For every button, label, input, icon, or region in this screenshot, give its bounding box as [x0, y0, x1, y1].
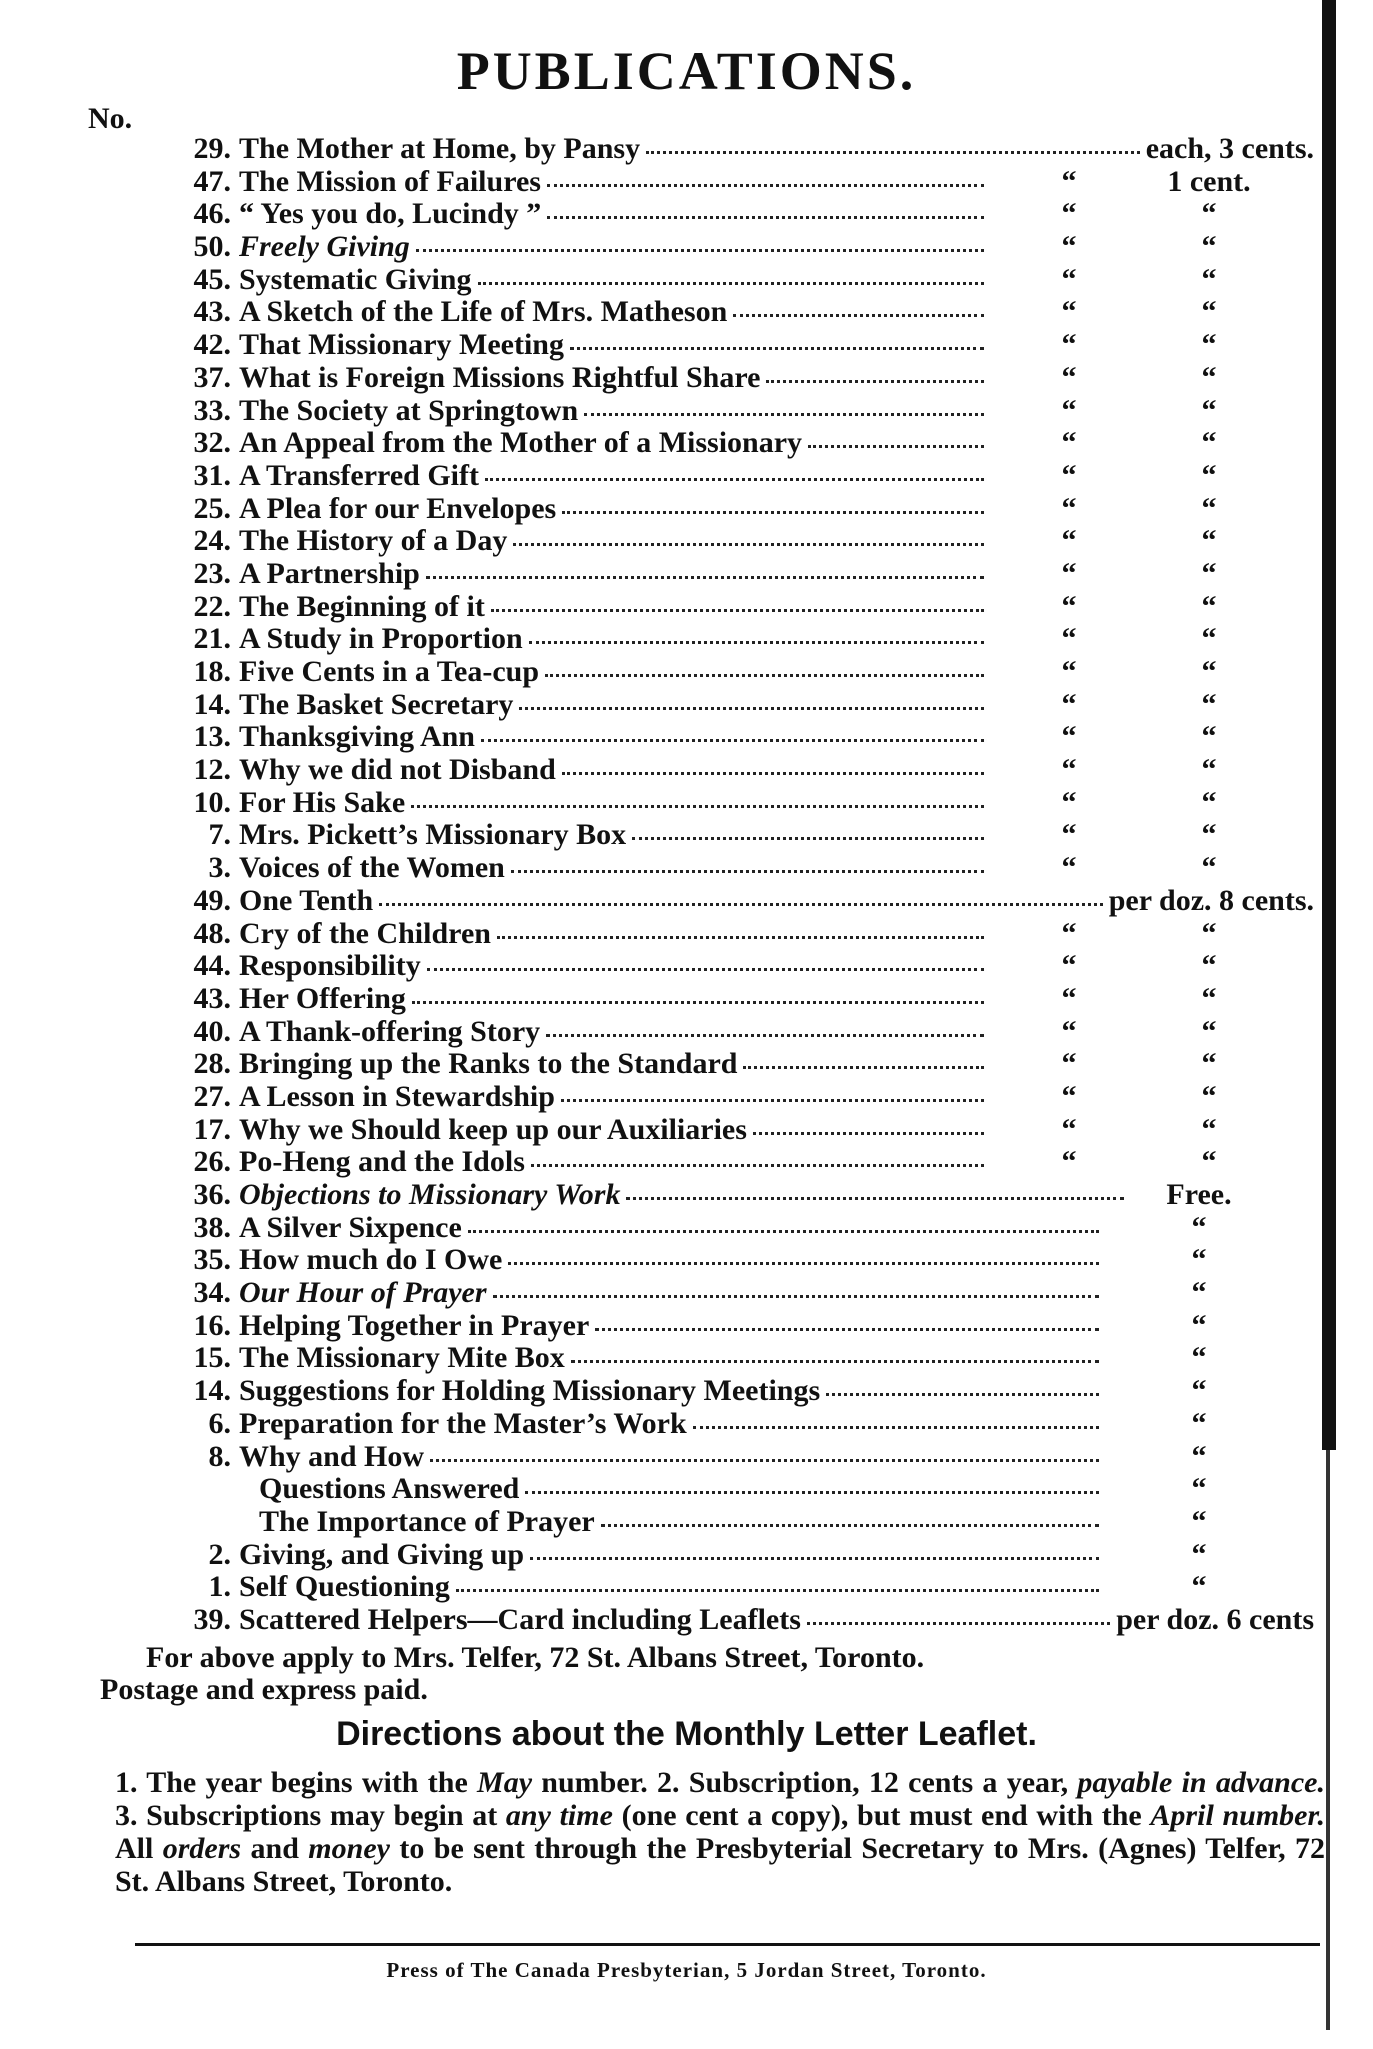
dot-leader — [530, 1557, 1099, 1560]
publication-price: “ — [1061, 164, 1077, 198]
publication-row — [84, 361, 1314, 394]
publication-row — [84, 851, 1314, 884]
publication-price-unit: “ — [1201, 262, 1217, 296]
dot-leader — [478, 282, 984, 285]
dot-leader — [562, 772, 984, 775]
dot-leader — [379, 903, 1103, 906]
publication-row — [84, 197, 1314, 230]
publication-price: “ — [1061, 393, 1077, 427]
publication-price-unit: “ — [1201, 426, 1217, 460]
dot-leader — [529, 641, 984, 644]
publication-number: 40. — [193, 1014, 231, 1048]
directions-text: (one cent a copy), but must end with the — [612, 1799, 1151, 1832]
publication-price-unit: “ — [1201, 949, 1217, 983]
publication-title: “ Yes you do, Lucindy ” — [239, 197, 542, 231]
publication-title: Objections to Missionary Work — [239, 1178, 621, 1211]
publication-price: “ — [1061, 785, 1077, 819]
publication-number: 26. — [193, 1145, 231, 1179]
publication-row — [84, 1243, 1314, 1276]
publication-price-unit: “ — [1201, 458, 1217, 492]
publication-title: Why we did not Disband — [239, 753, 556, 787]
publication-list — [84, 132, 1314, 1636]
publication-price: “ — [1061, 1014, 1077, 1048]
publication-row — [84, 1374, 1314, 1407]
publication-row — [84, 884, 1314, 917]
publication-number: 25. — [193, 491, 231, 525]
publication-row — [84, 1341, 1314, 1374]
publication-title: Po-Heng and the Idols — [239, 1145, 525, 1179]
dot-leader — [646, 151, 1140, 154]
publication-row — [84, 492, 1314, 525]
publication-row — [84, 557, 1314, 590]
directions-text: All — [115, 1832, 163, 1865]
publication-price-unit: “ — [1201, 1047, 1217, 1081]
publication-title: A Lesson in Stewardship — [239, 1079, 555, 1113]
publication-row — [84, 524, 1314, 557]
publication-number: 35. — [193, 1243, 231, 1277]
publication-title: Our Hour of Prayer — [239, 1276, 487, 1310]
publication-price-unit: “ — [1191, 1210, 1207, 1244]
publication-number: 17. — [193, 1112, 231, 1146]
publication-price: “ — [1061, 295, 1077, 329]
publication-price: “ — [1061, 360, 1077, 394]
publication-number: 10. — [193, 785, 231, 819]
publication-title: Systematic Giving — [239, 262, 472, 296]
publication-price-unit: “ — [1201, 916, 1217, 950]
publication-price: “ — [1061, 687, 1077, 721]
publication-price-unit: “ — [1191, 1308, 1207, 1342]
directions-text: to be sent through the Presbyterial Secretary to Mrs. (Agnes) Telfer, 72 St. Albans Street, Toronto. — [115, 1832, 1325, 1898]
publication-title: Why and How — [239, 1439, 425, 1473]
publication-price-unit: “ — [1191, 1406, 1207, 1440]
publication-row — [84, 1276, 1314, 1309]
publication-row — [84, 786, 1314, 819]
dot-leader — [412, 1001, 984, 1004]
publication-price: “ — [1061, 851, 1077, 885]
publication-title: Five Cents in a Tea-cup — [239, 655, 540, 688]
dot-leader — [595, 1328, 1099, 1331]
publication-row — [84, 1178, 1314, 1211]
dot-leader — [547, 184, 984, 187]
publication-price-unit: “ — [1201, 295, 1217, 329]
publication-number: 3. — [208, 851, 231, 885]
publication-title: Self Questioning — [239, 1570, 450, 1604]
publication-price: “ — [1061, 622, 1077, 656]
publication-price-unit: “ — [1201, 1145, 1217, 1179]
publication-price-unit: “ — [1201, 687, 1217, 721]
publication-title: A Transferred Gift — [239, 458, 479, 492]
publication-price-unit: “ — [1201, 981, 1217, 1015]
dot-leader — [525, 1491, 1099, 1494]
ordering-note-line-2: Postage and express paid. — [100, 1673, 428, 1706]
dot-leader — [513, 543, 984, 546]
publication-row — [84, 295, 1314, 328]
publication-number: 21. — [193, 622, 231, 656]
publication-price: per doz. 6 cents — [1116, 1602, 1314, 1636]
publication-price-unit: “ — [1201, 1112, 1217, 1146]
dot-leader — [693, 1426, 1099, 1429]
dot-leader — [497, 936, 984, 939]
publication-price-unit: “ — [1191, 1439, 1207, 1473]
publication-price: “ — [1061, 262, 1077, 296]
publication-price: “ — [1061, 1047, 1077, 1081]
publication-title: Bringing up the Ranks to the Standard — [239, 1047, 738, 1081]
publication-price-unit: “ — [1201, 589, 1217, 623]
dot-leader — [733, 314, 984, 317]
publication-number: 49. — [193, 883, 231, 917]
publication-price: “ — [1061, 491, 1077, 525]
directions-italic: payable in advance. — [1077, 1766, 1325, 1799]
dot-leader — [545, 674, 984, 677]
publication-number: 12. — [193, 753, 231, 787]
publication-number: 8. — [208, 1439, 231, 1473]
publication-title: The Beginning of it — [239, 589, 485, 623]
printer-imprint: Press of The Canada Presbyterian, 5 Jordan Street, Toronto. — [386, 1958, 987, 1982]
publication-title: What is Foreign Missions Rightful Share — [239, 360, 761, 394]
publication-row — [84, 1407, 1314, 1440]
publication-row — [84, 1309, 1314, 1342]
dot-leader — [601, 1524, 1099, 1527]
dot-leader — [561, 1099, 984, 1102]
publication-number: 34. — [193, 1276, 231, 1310]
publication-number: 27. — [193, 1079, 231, 1113]
publication-number: 2. — [208, 1537, 231, 1571]
publication-price-unit: “ — [1191, 1374, 1207, 1408]
publication-row — [84, 1015, 1314, 1048]
publication-row — [84, 753, 1314, 786]
publication-title: A Partnership — [239, 556, 420, 590]
publication-price-unit: “ — [1191, 1537, 1207, 1571]
publication-title: Responsibility — [239, 949, 421, 983]
publication-title: The Importance of Prayer — [259, 1504, 595, 1538]
publication-row — [84, 1047, 1314, 1080]
dot-leader — [766, 380, 984, 383]
publication-price: “ — [1061, 916, 1077, 950]
publication-title: The Society at Springtown — [239, 393, 579, 427]
publication-price: “ — [1061, 426, 1077, 460]
publication-number: 6. — [208, 1406, 231, 1440]
publication-price: “ — [1061, 524, 1077, 558]
publication-price-unit: 1 cent. — [1167, 164, 1251, 198]
publication-title: Helping Together in Prayer — [239, 1308, 590, 1342]
publication-price-unit: “ — [1201, 524, 1217, 558]
publication-row — [84, 917, 1314, 950]
dot-leader — [456, 1589, 1099, 1592]
publication-price-unit: “ — [1201, 197, 1217, 231]
dot-leader — [531, 1164, 984, 1167]
publication-title: The Mission of Failures — [239, 164, 541, 198]
publication-title: A Sketch of the Life of Mrs. Matheson — [239, 295, 728, 329]
dot-leader — [807, 1622, 1110, 1625]
dot-leader — [430, 1459, 1099, 1462]
publication-number: 14. — [193, 687, 231, 721]
publication-title: That Missionary Meeting — [239, 328, 564, 362]
directions-paragraph — [115, 1766, 1325, 1898]
dot-leader — [571, 1360, 1099, 1363]
publication-price-unit: “ — [1201, 491, 1217, 525]
publication-price-unit: “ — [1201, 556, 1217, 590]
directions-italic: any time — [505, 1799, 613, 1832]
publication-row — [84, 230, 1314, 263]
publication-price-unit: “ — [1201, 393, 1217, 427]
publication-number: 33. — [193, 393, 231, 427]
directions-text: and — [241, 1832, 309, 1865]
dot-leader — [491, 609, 984, 612]
publication-title: The History of a Day — [239, 524, 508, 558]
publication-number: 50. — [193, 230, 231, 264]
publication-number: 36. — [193, 1178, 231, 1211]
publication-price-unit: “ — [1191, 1504, 1207, 1538]
publication-row — [84, 1505, 1314, 1538]
publication-price: “ — [1061, 818, 1077, 852]
publication-title: Why we Should keep up our Auxiliaries — [239, 1112, 747, 1146]
publication-row — [84, 426, 1314, 459]
dot-leader — [426, 576, 984, 579]
dot-leader — [546, 1034, 984, 1037]
publication-price: “ — [1061, 949, 1077, 983]
publication-price-unit: “ — [1201, 328, 1217, 362]
publication-number: 47. — [193, 164, 231, 198]
publication-price: “ — [1061, 197, 1077, 231]
publication-price: “ — [1061, 589, 1077, 623]
number-column-heading: No. — [88, 102, 133, 135]
publication-title: How much do I Owe — [239, 1243, 503, 1277]
publication-row — [84, 688, 1314, 721]
publication-number: 44. — [193, 949, 231, 983]
dot-leader — [468, 1230, 1099, 1233]
publication-row — [84, 949, 1314, 982]
directions-text: 3. Subscriptions may begin at — [115, 1799, 506, 1832]
publication-number: 16. — [193, 1308, 231, 1342]
publication-number: 29. — [193, 132, 231, 165]
publication-row — [84, 1472, 1314, 1505]
publication-price: “ — [1061, 1112, 1077, 1146]
publication-number: 45. — [193, 262, 231, 296]
dot-leader — [481, 739, 984, 742]
publication-number: 38. — [193, 1210, 231, 1244]
publication-price: “ — [1061, 655, 1077, 688]
publication-number: 46. — [193, 197, 231, 231]
dot-leader — [485, 478, 984, 481]
publication-row — [84, 1440, 1314, 1473]
publication-number: 7. — [208, 818, 231, 852]
publication-number: 28. — [193, 1047, 231, 1081]
directions-italic: orders — [162, 1832, 242, 1865]
publication-title: A Study in Proportion — [239, 622, 523, 656]
publication-row — [84, 655, 1314, 688]
dot-leader — [626, 1197, 1124, 1200]
dot-leader — [411, 805, 984, 808]
publication-number: 23. — [193, 556, 231, 590]
publication-title: Preparation for the Master’s Work — [239, 1406, 687, 1440]
publication-title: A Thank-offering Story — [239, 1014, 541, 1048]
directions-text: 1. The year begins with the — [115, 1766, 478, 1799]
publication-title: A Plea for our Envelopes — [239, 491, 557, 525]
publication-row — [84, 165, 1314, 198]
directions-italic: May — [477, 1766, 533, 1799]
publication-row — [84, 590, 1314, 623]
publication-price-unit: “ — [1191, 1570, 1207, 1604]
publication-price: per doz. 8 cents. — [1108, 883, 1314, 917]
publication-number: 18. — [193, 655, 231, 688]
dot-leader — [493, 1295, 1099, 1298]
publication-price-unit: “ — [1191, 1472, 1207, 1506]
right-border-rule — [1322, 0, 1336, 1450]
publication-price-unit: “ — [1201, 1014, 1217, 1048]
page-title: PUBLICATIONS. — [456, 41, 917, 101]
directions-heading: Directions about the Monthly Letter Leaflet. — [336, 1715, 1037, 1753]
publication-row — [84, 394, 1314, 427]
ordering-note-line-1: For above apply to Mrs. Telfer, 72 St. Albans Street, Toronto. — [146, 1641, 925, 1674]
publication-price-unit: “ — [1201, 753, 1217, 787]
publication-title: A Silver Sixpence — [239, 1210, 462, 1244]
publication-number: 43. — [193, 295, 231, 329]
publication-number: 37. — [193, 360, 231, 394]
dot-leader — [562, 511, 984, 514]
publication-title: The Basket Secretary — [239, 687, 514, 721]
publication-price: “ — [1061, 458, 1077, 492]
publication-price-unit: “ — [1201, 1079, 1217, 1113]
publication-price: “ — [1061, 328, 1077, 362]
publication-title: Thanksgiving Ann — [239, 720, 475, 754]
publication-title: An Appeal from the Mother of a Missionary — [239, 426, 803, 460]
footer-divider — [135, 1943, 1320, 1946]
publication-title: Cry of the Children — [239, 916, 491, 950]
dot-leader — [632, 837, 984, 840]
dot-leader — [753, 1132, 984, 1135]
publication-title: For His Sake — [239, 785, 406, 819]
publication-price: each, 3 cents. — [1145, 132, 1314, 165]
publication-title: Giving, and Giving up — [239, 1537, 525, 1571]
dot-leader — [547, 216, 984, 219]
dot-leader — [743, 1066, 984, 1069]
publication-row — [84, 1113, 1314, 1146]
publication-title: Voices of the Women — [239, 851, 505, 885]
directions-text: number. 2. Subscription, 12 cents a year, — [532, 1766, 1078, 1799]
publication-number: 31. — [193, 458, 231, 492]
dot-leader — [427, 968, 984, 971]
publication-price-unit: “ — [1201, 360, 1217, 394]
dot-leader — [519, 707, 984, 710]
directions-italic: money — [308, 1832, 390, 1865]
directions-italic: April number. — [1150, 1799, 1325, 1832]
publication-row — [84, 1145, 1314, 1178]
publication-price-unit: “ — [1201, 230, 1217, 264]
publication-number: 32. — [193, 426, 231, 460]
publication-row — [84, 982, 1314, 1015]
publication-row — [84, 1211, 1314, 1244]
publication-title: Freely Giving — [239, 230, 410, 264]
dot-leader — [511, 870, 984, 873]
publication-number: 24. — [193, 524, 231, 558]
publication-row — [84, 818, 1314, 851]
publication-price-unit: “ — [1191, 1341, 1207, 1375]
publication-price-unit: “ — [1191, 1243, 1207, 1277]
publication-row — [84, 1603, 1314, 1636]
dot-leader — [508, 1262, 1099, 1265]
publication-number: 15. — [193, 1341, 231, 1375]
publication-price-unit: “ — [1191, 1276, 1207, 1310]
dot-leader — [416, 249, 984, 252]
publication-row — [84, 1538, 1314, 1571]
publication-row — [84, 1570, 1314, 1603]
publication-row — [84, 1080, 1314, 1113]
publication-price-unit: “ — [1201, 818, 1217, 852]
publication-number: 39. — [193, 1602, 231, 1636]
publication-number: 1. — [208, 1570, 231, 1604]
publication-title: Suggestions for Holding Missionary Meetings — [239, 1374, 821, 1408]
publication-title: Scattered Helpers—Card including Leaflets — [239, 1602, 801, 1636]
publication-number: 43. — [193, 981, 231, 1015]
publication-number: 42. — [193, 328, 231, 362]
publication-price: “ — [1061, 1079, 1077, 1113]
publication-title: Questions Answered — [259, 1472, 520, 1506]
ordering-note — [100, 1642, 1320, 1706]
publication-price-unit: Free. — [1166, 1178, 1232, 1211]
publication-price: “ — [1061, 753, 1077, 787]
publication-price-unit: “ — [1201, 785, 1217, 819]
dot-leader — [584, 413, 984, 416]
publication-price: “ — [1061, 230, 1077, 264]
dot-leader — [826, 1393, 1099, 1396]
publication-row — [84, 459, 1314, 492]
publication-number: 13. — [193, 720, 231, 754]
publication-price: “ — [1061, 720, 1077, 754]
dot-leader — [808, 445, 984, 448]
publication-title: The Mother at Home, by Pansy — [239, 132, 641, 165]
publication-title: Her Offering — [239, 981, 406, 1015]
publication-title: One Tenth — [239, 883, 374, 917]
publication-price: “ — [1061, 1145, 1077, 1179]
dot-leader — [570, 347, 984, 350]
publication-price-unit: “ — [1201, 720, 1217, 754]
publication-number: 48. — [193, 916, 231, 950]
publication-price: “ — [1061, 556, 1077, 590]
publication-number: 22. — [193, 589, 231, 623]
publication-row — [84, 720, 1314, 753]
publication-number: 14. — [193, 1374, 231, 1408]
publication-row — [84, 622, 1314, 655]
publication-price-unit: “ — [1201, 655, 1217, 688]
publication-title: Mrs. Pickett’s Missionary Box — [239, 818, 627, 852]
publication-row — [84, 328, 1314, 361]
publication-price: “ — [1061, 981, 1077, 1015]
publication-row — [84, 263, 1314, 296]
publication-price-unit: “ — [1201, 851, 1217, 885]
publication-price-unit: “ — [1201, 622, 1217, 656]
publication-title: The Missionary Mite Box — [239, 1341, 565, 1375]
publication-row — [84, 132, 1314, 165]
